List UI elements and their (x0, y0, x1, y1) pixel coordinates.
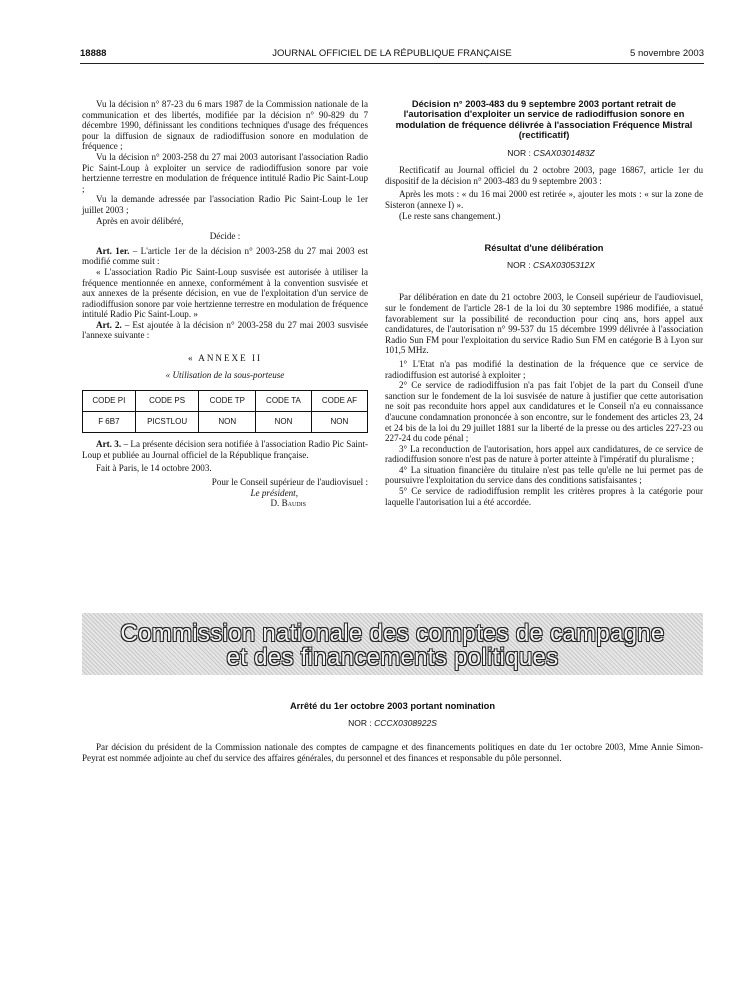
decide-heading: Décide : (209, 231, 241, 242)
table-header: CODE TA (256, 391, 312, 412)
deliberation-paragraph: 1° L'Etat n'a pas modifié la destination de la fréquence que ce service de radiodiffusion est autorisé à exploiter ; (385, 358, 703, 380)
signature-title: Le président, (250, 487, 298, 498)
table-header: CODE PI (83, 391, 136, 412)
table-cell: F 6B7 (83, 412, 136, 433)
nor-value: CSAX0301483Z (533, 147, 595, 158)
nor-label: NOR : (507, 259, 534, 270)
deliberation-paragraph: 5° Ce service de radiodiffusion remplit les critères propres à la catégorie pour laquelle l'autorisation lui a été accordée. (385, 486, 703, 507)
signature-name: D. Baudis (270, 498, 306, 509)
issue-date: 5 novembre 2003 (630, 48, 704, 59)
nor-reference-2 (385, 260, 703, 271)
table-header-row (83, 391, 368, 412)
annexe-title: « ANNEXE II (187, 353, 263, 364)
nor-value: CCCX0308922S (374, 717, 437, 728)
right-column (385, 99, 703, 507)
signature-line-1: Pour le Conseil supérieur de l'audiovisuel : (211, 477, 368, 488)
table-cell: NON (256, 412, 312, 433)
nor-value: CSAX0305312X (533, 259, 595, 270)
left-column (82, 99, 368, 509)
article-3-label: Art. 3. (96, 439, 122, 450)
deliberation-title: Résultat d'une délibération (484, 243, 604, 254)
nor-reference-3 (82, 718, 703, 729)
nor-reference (385, 148, 703, 159)
nor-label: NOR : (348, 717, 375, 728)
article-1-label: Art. 1er. (96, 245, 130, 256)
banner-line-1: Commission nationale des comptes de campagne (120, 620, 665, 647)
page-number: 18888 (80, 48, 107, 59)
article-2-label: Art. 2. (96, 319, 122, 330)
article-1-text: – L'article 1er de la décision n° 2003-258 du 27 mai 2003 est modifié comme suit : (82, 245, 368, 267)
table-row (83, 412, 368, 433)
article-2 (82, 320, 368, 341)
table-header: CODE PS (135, 391, 199, 412)
signature-line-2 (82, 488, 368, 499)
deliberation-paragraph: 4° La situation financière du titulaire n'est pas telle qu'elle ne lui permet pas de poursuivre l'exploitation du service dans des conditions satisfaisantes ; (385, 464, 703, 486)
deliberation-paragraph: Par délibération en date du 21 octobre 2003, le Conseil supérieur de l'audiovisuel, sur le fondement de l'article 28-1 de la loi du 30 septembre 1986 modifiée, a statué favorablement sur la possibilité de reconduction pour cinq ans, hors appel aux candidatures, de l'autorisation n° 99-537 du 15 décembre 1999 délivrée à l'association Radio Sun FM pour l'exploitation du service Radio Sun FM en catégorie B à Lyon sur 101,5 MHz. (385, 292, 703, 356)
annexe-subtitle (82, 370, 368, 381)
fait-a-paris: Fait à Paris, le 14 octobre 2003. (96, 463, 212, 474)
decision-title: Décision n° 2003-483 du 9 septembre 2003 portant retrait de l'autorisation d'exploiter un service de radiodiffusion sonore en modulation de fréquence délivrée à l'association Fréquence Mistral (rectificatif) (395, 99, 693, 141)
header-rule (80, 63, 704, 64)
left-paragraph: Vu la décision n° 87-23 du 6 mars 1987 de la Commission nationale de la communication et des libertés, modifiée par la décision n° 90-829 du 7 décembre 1990, définissant les conditions techniques d'usage des fréquences pour la diffusion de signaux de radiodiffusion sonore en modulation de fréquence ; (82, 99, 368, 152)
right-paragraph: (Le reste sans changement.) (399, 210, 501, 221)
subcarrier-table (82, 390, 368, 433)
page-header (80, 48, 704, 64)
deliberation-paragraph: 2° Ce service de radiodiffusion n'a pas fait l'objet de la part du Conseil d'une sanction sur le fondement de la loi susvisée de nature à justifier que cette autorisation ne soit pas reconduite hors appel aux candidatures et le Conseil n'a eu connaissance d'aucune condamnation prononcée à son encontre, sur le fondement des articles 23, 24 et 24 bis de la loi du 29 juillet 1881 sur la liberté de la presse ou des articles 227-23 ou 227-24 du code pénal ; (385, 380, 703, 444)
right-paragraph: Après les mots : « du 16 mai 2000 est retirée », ajouter les mots : « sur la zone de Sisteron (annexe I) ». (385, 189, 703, 210)
article-1-quote: « L'association Radio Pic Saint-Loup susvisée est autorisée à utiliser la fréquence mentionnée en annexe, conformément à la convention susvisée et aux annexes de la présente décision, en vue de l'exploitation d'un service de radiodiffusion sonore par voie hertzienne terrestre en modulation de fréquence intitulé Radio Pic Saint-Loup. » (82, 266, 368, 320)
annexe-subtitle-text: « Utilisation de la sous-porteuse (165, 369, 285, 380)
bottom-section (82, 701, 703, 763)
table-cell: NON (199, 412, 256, 433)
section-banner (82, 613, 703, 675)
table-header: CODE TP (199, 391, 256, 412)
arrete-title: Arrêté du 1er octobre 2003 portant nomination (289, 701, 496, 711)
nor-label: NOR : (507, 147, 534, 158)
deliberation-paragraph: 3° La reconduction de l'autorisation, hors appel aux candidatures, de ce service de radiodiffusion sonore n'est pas de nature à porter atteinte à l'impératif du pluralisme ; (385, 443, 703, 465)
article-3-text: – La présente décision sera notifiée à l'association Radio Pic Saint-Loup et publiée au Journal officiel de la République française. (82, 439, 369, 460)
table-cell: NON (311, 412, 367, 433)
table-header: CODE AF (311, 391, 367, 412)
article-3 (82, 439, 368, 460)
table-cell: PICSTLOU (135, 412, 199, 433)
left-paragraph: Vu la demande adressée par l'association Radio Pic Saint-Loup le 1er juillet 2003 ; (82, 194, 368, 215)
left-paragraph: Après en avoir délibéré, (96, 215, 184, 226)
article-2-text: – Est ajoutée à la décision n° 2003-258 du 27 mai 2003 susvisée l'annexe suivante : (82, 319, 369, 341)
right-paragraph: Rectificatif au Journal officiel du 2 octobre 2003, page 16867, article 1er du dispositif de la décision n° 2003-483 du 9 septembre 2003 : (385, 165, 703, 186)
banner-line-2: et des financements politiques (226, 644, 559, 671)
arrete-text: Par décision du président de la Commission nationale des comptes de campagne et des financements politiques en date du 1er octobre 2003, Mme Annie Simon-Peyrat est nommée adjointe au chef du service des affaires générales, du personnel et des finances et responsable du pôle personnel. (82, 742, 703, 763)
article-1 (82, 246, 368, 267)
journal-title: JOURNAL OFFICIEL DE LA RÉPUBLIQUE FRANÇAISE (272, 48, 512, 59)
left-paragraph: Vu la décision n° 2003-258 du 27 mai 2003 autorisant l'association Radio Pic Saint-Loup à exploiter un service de radiodiffusion sonore par voie hertzienne terrestre en modulation de fréquence intitulé Radio Pic Saint-Loup ; (82, 151, 368, 194)
